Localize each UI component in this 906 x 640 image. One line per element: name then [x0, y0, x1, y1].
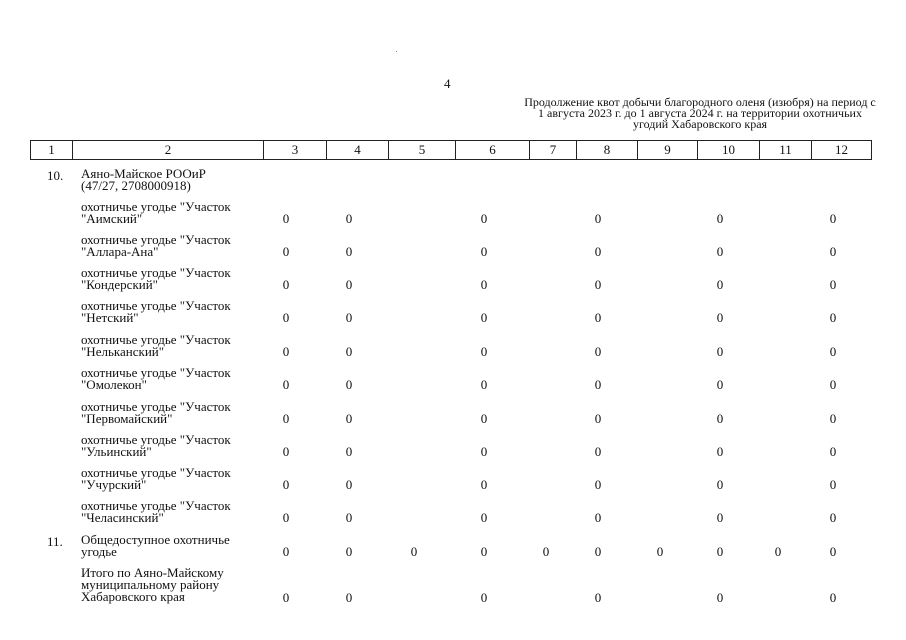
section-number: 11. — [47, 534, 63, 549]
quota-value: 0 — [829, 590, 837, 605]
header-cell: 11 — [760, 141, 812, 160]
quota-value: 0 — [480, 477, 488, 492]
quota-value: 0 — [480, 510, 488, 525]
header-cell: 1 — [31, 141, 73, 160]
quota-value: 0 — [594, 544, 602, 559]
quota-value: 0 — [594, 477, 602, 492]
quota-value: 0 — [480, 344, 488, 359]
quota-value: 0 — [480, 277, 488, 292]
quota-value: 0 — [345, 310, 353, 325]
quota-value: 0 — [594, 211, 602, 226]
row-name: охотничье угодье "Участок "Омолекон" — [81, 365, 231, 392]
quota-value: 0 — [480, 377, 488, 392]
quota-value: 0 — [282, 211, 290, 226]
quota-value: 0 — [480, 211, 488, 226]
quota-value: 0 — [480, 544, 488, 559]
header-cell: 12 — [812, 141, 872, 160]
quota-value: 0 — [594, 310, 602, 325]
quota-value: 0 — [716, 510, 724, 525]
column-number-header — [30, 140, 872, 160]
row-name: охотничье угодье "Участок "Аллара-Ана" — [81, 232, 231, 259]
header-cell: 4 — [327, 141, 389, 160]
quota-value: 0 — [410, 544, 418, 559]
quota-value: 0 — [345, 444, 353, 459]
header-cell: 5 — [389, 141, 456, 160]
row-name: охотничье угодье "Участок "Нетский" — [81, 298, 231, 325]
quota-value: 0 — [345, 344, 353, 359]
quota-value: 0 — [829, 244, 837, 259]
quota-value: 0 — [716, 344, 724, 359]
quota-value: 0 — [716, 244, 724, 259]
quota-value: 0 — [716, 477, 724, 492]
quota-value: 0 — [282, 244, 290, 259]
quota-value: 0 — [829, 344, 837, 359]
quota-value: 0 — [594, 444, 602, 459]
quota-value: 0 — [282, 590, 290, 605]
quota-value: 0 — [480, 411, 488, 426]
quota-value: 0 — [594, 510, 602, 525]
quota-value: 0 — [829, 444, 837, 459]
quota-value: 0 — [829, 510, 837, 525]
header-cell: 9 — [638, 141, 698, 160]
quota-value: 0 — [282, 344, 290, 359]
quota-value: 0 — [829, 377, 837, 392]
quota-value: 0 — [345, 510, 353, 525]
quota-value: 0 — [594, 344, 602, 359]
quota-value: 0 — [282, 277, 290, 292]
quota-value: 0 — [829, 477, 837, 492]
row-name: охотничье угодье "Участок "Учурский" — [81, 465, 231, 492]
quota-value: 0 — [282, 444, 290, 459]
quota-value: 0 — [594, 277, 602, 292]
quota-value: 0 — [716, 310, 724, 325]
quota-value: 0 — [282, 411, 290, 426]
header-cell: 8 — [577, 141, 638, 160]
header-cell: 10 — [698, 141, 760, 160]
quota-value: 0 — [282, 510, 290, 525]
quota-value: 0 — [829, 411, 837, 426]
row-name: Общедоступное охотничье угодье — [81, 532, 230, 559]
quota-value: 0 — [594, 377, 602, 392]
quota-value: 0 — [345, 411, 353, 426]
header-cell: 3 — [264, 141, 327, 160]
quota-value: 0 — [480, 444, 488, 459]
quota-value: 0 — [716, 277, 724, 292]
quota-value: 0 — [594, 411, 602, 426]
quota-value: 0 — [345, 277, 353, 292]
quota-value: 0 — [716, 544, 724, 559]
quota-value: 0 — [345, 377, 353, 392]
quota-value: 0 — [345, 590, 353, 605]
section-number: 10. — [47, 168, 64, 183]
quota-value: 0 — [345, 544, 353, 559]
row-name: охотничье угодье "Участок "Челасинский" — [81, 498, 231, 525]
quota-value: 0 — [716, 211, 724, 226]
row-name: охотничье угодье "Участок "Ульинский" — [81, 432, 231, 459]
quota-value: 0 — [716, 444, 724, 459]
quota-value: 0 — [282, 477, 290, 492]
quota-value: 0 — [345, 477, 353, 492]
quota-value: 0 — [345, 211, 353, 226]
quota-value: 0 — [345, 244, 353, 259]
quota-value: 0 — [716, 590, 724, 605]
header-cell: 2 — [73, 141, 264, 160]
row-name: охотничье угодье "Участок "Кондерский" — [81, 265, 231, 292]
quota-value: 0 — [282, 310, 290, 325]
header-cell: 7 — [530, 141, 577, 160]
quota-value: 0 — [829, 277, 837, 292]
quota-value: 0 — [829, 310, 837, 325]
quota-value: 0 — [656, 544, 664, 559]
organization-name: Аяно-Майское РООиР (47/27, 2708000918) — [81, 166, 206, 193]
quota-value: 0 — [594, 244, 602, 259]
quota-value: 0 — [829, 211, 837, 226]
quota-value: 0 — [480, 244, 488, 259]
row-name: охотничье угодье "Участок "Нельканский" — [81, 332, 231, 359]
quota-value: 0 — [829, 544, 837, 559]
table-caption: Продолжение квот добычи благородного оленя (изюбря) на период с 1 августа 2023 г. до 1 августа 2024 г. на территории охотничьих угодий Хабаровского края — [524, 95, 876, 131]
row-name: охотничье угодье "Участок "Аимский" — [81, 199, 231, 226]
quota-value: 0 — [480, 590, 488, 605]
quota-value: 0 — [282, 377, 290, 392]
header-cell: 6 — [456, 141, 530, 160]
quota-value: 0 — [282, 544, 290, 559]
page-number: 4 — [444, 76, 451, 91]
quota-value: 0 — [716, 377, 724, 392]
quota-value: 0 — [716, 411, 724, 426]
scan-speck — [396, 51, 397, 52]
quota-value: 0 — [774, 544, 782, 559]
quota-value: 0 — [480, 310, 488, 325]
row-name: охотничье угодье "Участок "Первомайский" — [81, 399, 231, 426]
quota-value: 0 — [594, 590, 602, 605]
row-name: Итого по Аяно-Майскому муниципальному району Хабаровского края — [81, 565, 224, 604]
quota-value: 0 — [542, 544, 550, 559]
header-row — [31, 141, 872, 160]
